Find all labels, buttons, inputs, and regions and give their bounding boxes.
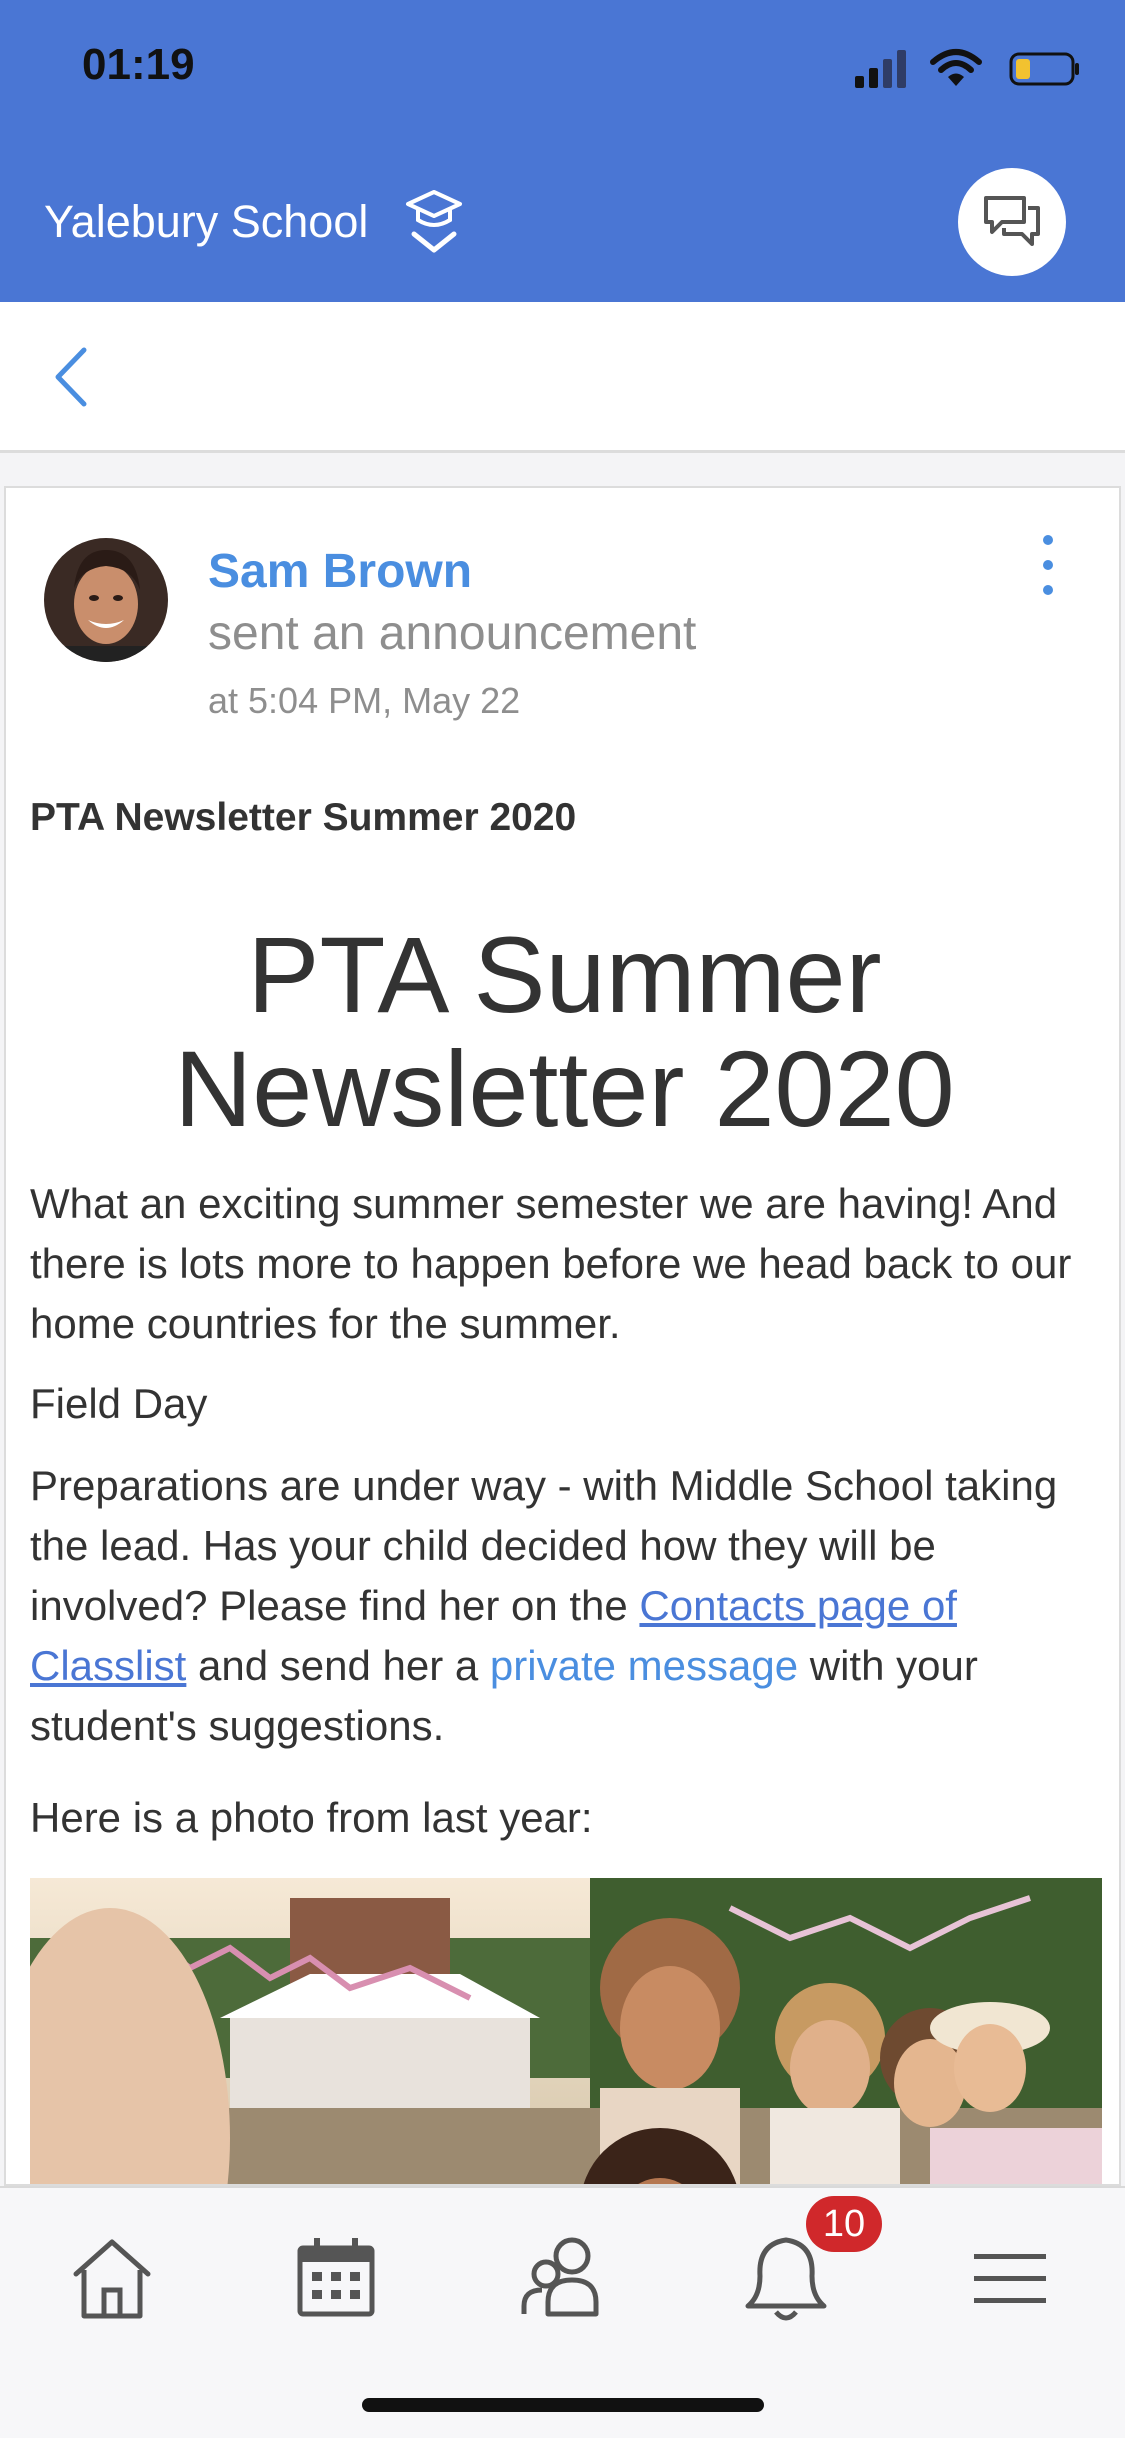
messages-button[interactable] <box>958 168 1066 276</box>
home-indicator <box>362 2398 764 2412</box>
status-time: 01:19 <box>82 40 195 89</box>
wifi-icon <box>929 48 983 88</box>
headline-line-2: Newsletter 2020 <box>174 1028 955 1149</box>
tab-calendar[interactable] <box>286 2228 386 2328</box>
tab-home[interactable] <box>62 2228 162 2328</box>
people-icon <box>512 2228 612 2328</box>
field-day-photo[interactable] <box>30 1878 1102 2186</box>
headline-line-1: PTA Summer <box>247 914 882 1035</box>
contacts-page-link[interactable]: Contacts page of Classlist <box>30 1582 957 1689</box>
calendar-icon <box>286 2228 386 2328</box>
post-subject: PTA Newsletter Summer 2020 <box>30 796 577 839</box>
school-name[interactable]: Yalebury School <box>44 196 369 247</box>
field-day-paragraph <box>30 1456 1110 1756</box>
bottom-tab-bar <box>0 2186 1125 2438</box>
paragraph-text: with your student's suggestions. <box>30 1642 978 1749</box>
menu-icon <box>960 2228 1060 2328</box>
post-timestamp: at 5:04 PM, May 22 <box>208 680 521 721</box>
chat-icon <box>980 190 1044 254</box>
notification-badge: 10 <box>806 2196 882 2252</box>
private-message-link[interactable]: private message <box>489 1642 799 1689</box>
author-action: sent an announcement <box>208 607 697 660</box>
section-title: Field Day <box>30 1380 208 1427</box>
announcement-card <box>4 486 1121 2186</box>
tab-menu[interactable] <box>960 2228 1060 2328</box>
back-icon[interactable] <box>44 342 104 412</box>
intro-paragraph: What an exciting summer semester we are having! And there is lots more to happen before we head back to our home countries for the summer. <box>30 1180 1072 1347</box>
newsletter-headline <box>6 914 1121 1149</box>
author-avatar[interactable] <box>44 538 168 662</box>
tab-people[interactable] <box>512 2228 612 2328</box>
paragraph-text: Preparations are under way - with Middle School taking the lead. Has your child decided how they will be involved? Please find her on the <box>30 1462 1058 1629</box>
author-name[interactable]: Sam Brown <box>208 545 473 598</box>
home-icon <box>62 2228 162 2328</box>
paragraph-text: and send her a <box>186 1642 490 1689</box>
battery-icon <box>1009 52 1081 86</box>
status-icons <box>841 48 1081 88</box>
photo-caption: Here is a photo from last year: <box>30 1794 593 1841</box>
app-header <box>0 0 1125 302</box>
school-switch-icon[interactable] <box>404 188 464 258</box>
navigation-bar <box>0 302 1125 453</box>
signal-icon <box>853 48 911 88</box>
more-options-icon[interactable] <box>1030 530 1066 600</box>
